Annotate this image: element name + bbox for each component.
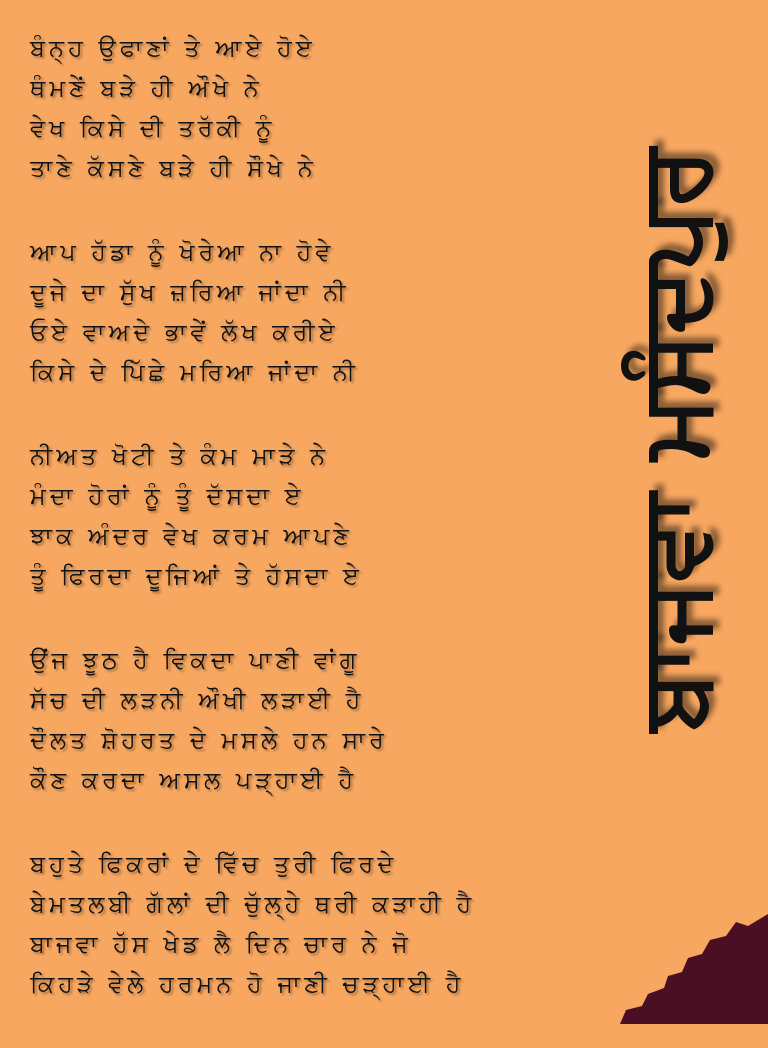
- poem-line: ਉਂਜ ਝੂਠ ਹੈ ਵਿਕਦਾ ਪਾਣੀ ਵਾਂਗੂ: [30, 646, 361, 674]
- poem-line: ਕੌਣ ਕਰਦਾ ਅਸਲ ਪੜ੍ਹਾਈ ਹੈ: [30, 766, 358, 794]
- poet-name-title: ਬਾਜਵਾ ਮਸੰਦਪੁਰ: [618, 148, 730, 732]
- poem-line: ਸੱਚ ਦੀ ਲੜਨੀ ਔਖੀ ਲੜਾਈ ਹੈ: [30, 686, 365, 714]
- stanza-2: [30, 232, 590, 392]
- poem-line: ਬੇਮਤਲਬੀ ਗੱਲਾਂ ਦੀ ਚੁੱਲ੍ਹੇ ਥਰੀ ਕੜਾਹੀ ਹੈ: [30, 890, 476, 918]
- poem-line: ਕਿਹੜੇ ਵੇਲੇ ਹਰਮਨ ਹੋ ਜਾਣੀ ਚੜ੍ਹਾਈ ਹੈ: [30, 970, 465, 998]
- poem-line: ਦੂਜੇ ਦਾ ਸੁੱਖ ਜ਼ਰਿਆ ਜਾਂਦਾ ਨੀ: [30, 278, 350, 306]
- poem-line: ਓਏ ਵਾਅਦੇ ਭਾਵੇਂ ਲੱਖ ਕਰੀਏ: [30, 318, 339, 346]
- stanza-5: [30, 844, 590, 1004]
- stanza-1: [30, 28, 590, 188]
- poem-line: ਥੰਮਣੇਂ ਬੜੇ ਹੀ ਔਖੇ ਨੇ: [30, 74, 263, 102]
- poem-line: ਤਾਣੇ ਕੱਸਣੇ ਬੜੇ ਹੀ ਸੌਖੇ ਨੇ: [30, 154, 317, 182]
- stanza-4: [30, 640, 590, 800]
- poem: [30, 28, 590, 1048]
- poem-line: ਬਾਜਵਾ ਹੱਸ ਖੇਡ ਲੈ ਦਿਨ ਚਾਰ ਨੇ ਜੋ: [30, 930, 412, 958]
- poem-line: ਬਹੁਤੇ ਫਿਕਰਾਂ ਦੇ ਵਿੱਚ ਤੁਰੀ ਫਿਰਦੇ: [30, 850, 398, 878]
- ink-splash-decoration: [598, 914, 768, 1024]
- poem-line: ਮੰਦਾ ਹੋਰਾਂ ਨੂੰ ਤੂੰ ਦੱਸਦਾ ਏ: [30, 482, 305, 510]
- poem-line: ਨੀਅਤ ਖੋਟੀ ਤੇ ਕੰਮ ਮਾੜੇ ਨੇ: [30, 442, 330, 470]
- poem-line: ਕਿਸੇ ਦੇ ਪਿੱਛੇ ਮਰਿਆ ਜਾਂਦਾ ਨੀ: [30, 358, 360, 386]
- vertical-title-container: [615, 60, 735, 820]
- poem-line: ਵੇਖ ਕਿਸੇ ਦੀ ਤਰੱਕੀ ਨੂੰ: [30, 114, 276, 142]
- poem-line: ਝਾਕ ਅੰਦਰ ਵੇਖ ਕਰਮ ਆਪਣੇ: [30, 522, 353, 550]
- poem-line: ਆਪ ਹੱਡਾ ਨੂੰ ਖੋਰੇਆ ਨਾ ਹੋਵੇ: [30, 238, 335, 266]
- poem-line: ਬੰਨ੍ਹ ਉਫਾਣਾਂ ਤੇ ਆਏ ਹੋਏ: [30, 34, 316, 62]
- stanza-3: [30, 436, 590, 596]
- poem-line: ਤੂੰ ਫਿਰਦਾ ਦੂਜਿਆਂ ਤੇ ਹੱਸਦਾ ਏ: [30, 562, 363, 590]
- poem-line: ਦੌਲਤ ਸ਼ੋਹਰਤ ਦੇ ਮਸਲੇ ਹਨ ਸਾਰੇ: [30, 726, 388, 754]
